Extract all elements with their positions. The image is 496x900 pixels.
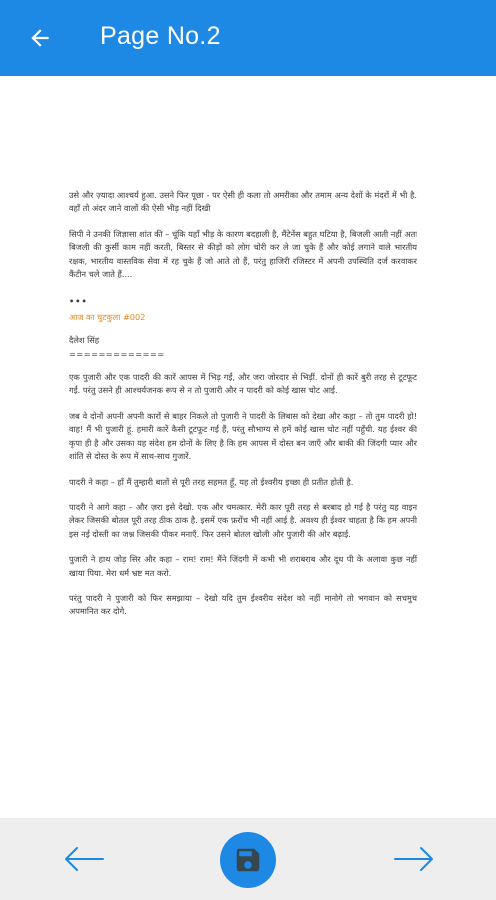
author-name: दैलेश सिंह [69, 335, 100, 346]
page-title: Page No.2 [100, 22, 221, 50]
save-button[interactable] [220, 832, 276, 888]
section-heading: आज का चुटकुला #002 [69, 311, 146, 322]
divider-rule: ============= [69, 348, 165, 359]
floppy-disk-icon [233, 845, 263, 875]
paragraph: जब वे दोनों अपनी अपनी कारों से बाहर निकले तो पुजारी ने पादरी के लिबास को देखा और कहा – तो तुम पादरी हो! वाह! मैं भी पुजारी हूं. हमारी कारें कैसी टूटफूट गई हैं, परंतु सौभाग्य से हमें कोई खास चोट नहीं पहुँची. यह ईश्वर की कृपा ही है और उसका यह संदेश हम दोनों के लिए है कि हम आपस में दोस्त बन जाएँ और बाकी की जिंदगी प्यार और शांति से दोस्त के रूप में साथ-साथ गुजारें. [69, 410, 417, 462]
paragraph: पादरी ने कहा – हाँ मैं तुम्हारी बातों से पूरी तरह सहमत हूँ, यह तो ईश्वरीय इच्छा ही प्रतीत होती है. [69, 476, 354, 487]
paragraph: उसे और ज़्यादा आश्चर्य हुआ. उसने फिर पूछा - पर ऐसी ही कला तो अमरीका और तमाम अन्य देशों के मंदरों में भी है. वहाँ तो अंदर जाने वालों की ऐसी भीड़ नहीं दिखी [69, 190, 417, 214]
back-button[interactable] [22, 20, 58, 56]
bottom-navigation-bar [0, 818, 496, 900]
next-page-button[interactable] [392, 844, 436, 874]
document-page[interactable] [0, 76, 496, 818]
arrow-left-icon [63, 845, 105, 873]
app-bar [0, 0, 496, 76]
arrow-left-icon [27, 25, 53, 51]
previous-page-button[interactable] [62, 844, 106, 874]
separator: ••• [69, 296, 88, 307]
paragraph: सिपी ने उनकी जिज्ञासा शांत की – चूंकि यहाँ भीड़ के कारण बदहाली है, मैंटेनेंस बहुत घटिया है, बिजली आती नहीं अतः बिजली की कुर्सी काम नहीं करती, बिस्तर से कीड़ों को लोग चोरी कर ले जा चुके हैं और कोई लगाने वाले भारतीय रक्षक, भारतीय वास्तविक सेवा में रह चुके हैं जो आते तो हैं, परंतु हाजिरी रजिस्टर में अपनी उपस्थिति दर्ज करवाकर कैंटीन चले जाते हैं.... [69, 228, 417, 280]
paragraph: पादरी ने आगे कहा – और ज़रा इसे देखो. एक और चमत्कार. मेरी कार पूरी तरह से बरबाद हो गई है परंतु यह वाइन लेकर जिसकी बोतल पूरी तरह ठीक ठाक है. इसमें एक फ़रोंच भी नहीं आई है. अवश्य ही ईश्वर चाहता है कि हम अपनी इस नई दोस्ती का जश्न जिसकी पीकर मनाएँ. फिर उसने बोतल खोली और पुजारी की ओर बढ़ाई. [69, 501, 417, 539]
paragraph: परंतु पादरी ने पुजारी को फिर समझाया – देखो यदि तुम ईश्वरीय संदेश को नहीं मानोगे तो भगवान को सचमुच अपमानित कर दोगे. [69, 592, 417, 617]
paragraph: एक पुजारी और एक पादरी की कारें आपस में भिड़ गईं, और जरा जोरदार से भिड़ीं. दोनों ही कारें बुरी तरह से टूटफूट गईं. परंतु उसने ही आश्चर्यजनक रूप से न तो पुजारी और न पादरी को कोई खास चोट आई. [69, 372, 417, 396]
document-text [69, 189, 417, 631]
arrow-right-icon [393, 845, 435, 873]
paragraph: पुजारी ने हाथ जोड़ सिर और कहा – राम! राम! मैंने जिंदगी में कभी भी शराबराब और दूध पी के अलावा कुछ नहीं खाया पिया. मेरा धर्म भ्रष्ट मत करो. [69, 554, 417, 578]
